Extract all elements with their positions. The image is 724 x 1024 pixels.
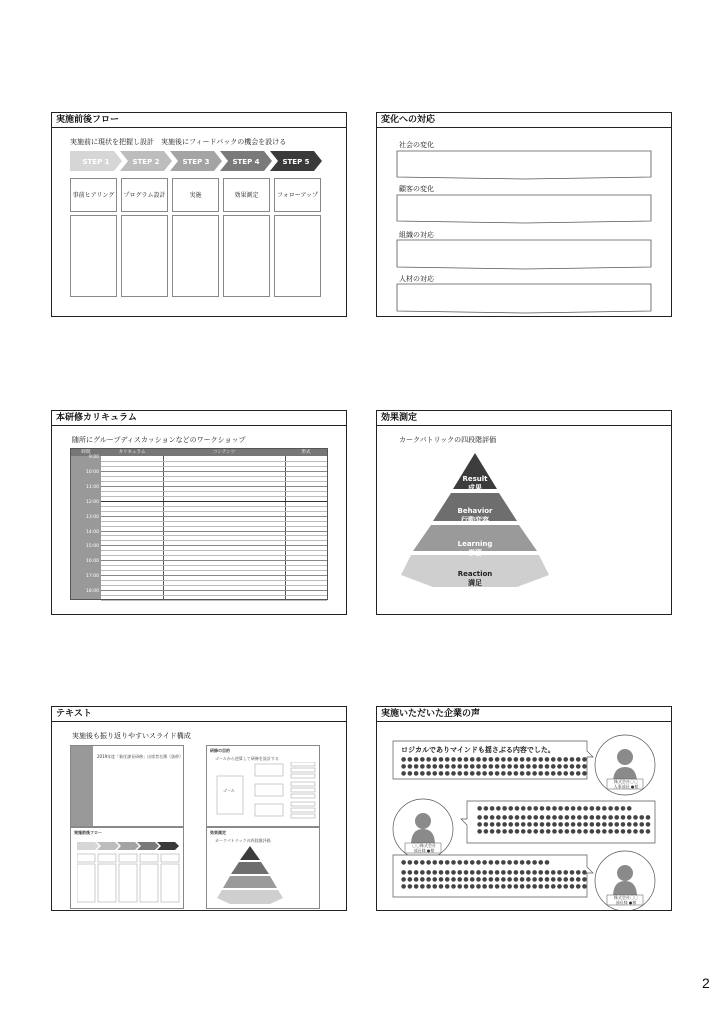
flow-phase-label: 実施 bbox=[172, 178, 219, 212]
time-label: 16:00 bbox=[86, 559, 99, 565]
time-label: 10:00 bbox=[86, 469, 99, 475]
step-label: STEP 4 bbox=[232, 158, 260, 166]
slide-title: 変化への対応 bbox=[377, 113, 671, 128]
flow-phase-cell bbox=[121, 215, 168, 297]
time-label: 11:00 bbox=[86, 484, 99, 490]
pyramid-label: Reaction bbox=[457, 570, 493, 578]
slide-title: テキスト bbox=[52, 707, 346, 722]
slide-title: 実施前後フロー bbox=[52, 113, 346, 128]
thumb-effect bbox=[206, 827, 320, 909]
thumb-flow bbox=[70, 827, 184, 909]
slide-title: 本研修カリキュラム bbox=[52, 411, 346, 426]
slide-subtitle: 実施後も振り返りやすいスライド構成 bbox=[72, 732, 191, 740]
time-label: 14:00 bbox=[86, 529, 99, 535]
slide-subtitle: 随所にグループディスカッションなどのワークショップ bbox=[72, 436, 246, 444]
change-label-4: 人材の対応 bbox=[399, 275, 434, 283]
pyramid-label: 成果 bbox=[468, 484, 482, 492]
table-header: 形式 bbox=[301, 450, 311, 455]
change-label-3: 組織の対応 bbox=[399, 231, 434, 239]
time-label: 15:00 bbox=[86, 544, 99, 550]
change-boxes bbox=[395, 149, 655, 315]
step-label: STEP 2 bbox=[132, 158, 160, 166]
person-label: 〇〇株式会社 部長様 ●様 bbox=[412, 843, 436, 853]
flow-phase-cell bbox=[172, 215, 219, 297]
step-label: STEP 1 bbox=[82, 158, 110, 166]
slide-flow bbox=[51, 112, 347, 317]
curriculum-table bbox=[70, 448, 328, 600]
flow-phase-cell bbox=[223, 215, 270, 297]
slide-text bbox=[51, 706, 347, 911]
table-header: カリキュラム bbox=[118, 450, 146, 455]
change-label-2: 顧客の変化 bbox=[399, 185, 434, 193]
pyramid-label: Learning bbox=[457, 540, 493, 548]
thumb-subtitle: カークパトリックの四段階評価 bbox=[215, 838, 271, 843]
slide-change bbox=[376, 112, 672, 317]
testimonial-quote: ロジカルでありマインドも揺さぶる内容でした。 bbox=[401, 746, 555, 754]
time-label: 18:00 bbox=[86, 589, 99, 595]
thumb-title: 2019年度「新任課長研修」出席者名簿（抜粋） bbox=[97, 754, 184, 759]
flow-phase-label: 事前ヒアリング bbox=[70, 178, 117, 212]
step-label: STEP 3 bbox=[182, 158, 210, 166]
thumb-title: 実施前後フロー bbox=[74, 830, 102, 835]
slide-title: 効果測定 bbox=[377, 411, 671, 426]
pyramid-label: Behavior bbox=[457, 507, 493, 515]
thumb-roster bbox=[70, 745, 184, 827]
thumb-subtitle: ゴールから逆算して研修を設計する bbox=[215, 756, 279, 761]
table-header: 時間 bbox=[81, 450, 91, 455]
step-label: STEP 5 bbox=[282, 158, 310, 166]
time-label: 9:00 bbox=[88, 455, 99, 460]
slide-title: 実施いただいた企業の声 bbox=[377, 707, 671, 722]
thumb-title: 効果測定 bbox=[210, 830, 226, 835]
time-label: 17:00 bbox=[86, 574, 99, 580]
pyramid-label: Result bbox=[462, 475, 488, 483]
slide-curriculum bbox=[51, 410, 347, 615]
time-label: 13:00 bbox=[86, 514, 99, 520]
slide-voice: 実施いただいた企業の声 ロジカルでありマインドも揺さぶる内容でした。 ●●●●●●●●●●●●●●●●●●●●●●●●●●●●●● ●●●●●●●●●●●●●●●●●●●●●●●●●●●●●● ●●●●●●●●●●●●●●●●●●●●●●●●●●●●●● ●●●●●●●●●●●●●●●●●●●●●●●●● ●●●●●●●●●●●●●●●●●●●●●●●●●●●● ●●●●●●●●●●●●●●●●●●●●●●●●●●●● ●●●●●●●●●●●●●●●●●●●●●●●●●●●● ●●●●●●●●●●●●●●●●●●●●●●●● ●●●●●●●●●●●●●●●●●●●●●●●●●●●●●● ●●●●●●●●●●●●●●●●●●●●●●●●●●●●●● ●●●●●●●●●●●●●●●●●●●●●●●●●●●●●● 株式会社〇〇 人事部長 ●様 〇〇株式会社 部長様 ●様 株式会社〇〇 部長様 ●様 bbox=[376, 706, 672, 911]
flow-phase-label: 効果測定 bbox=[223, 178, 270, 212]
change-label-1: 社会の変化 bbox=[399, 141, 434, 149]
thumb-purpose bbox=[206, 745, 320, 827]
step-arrows bbox=[70, 151, 326, 173]
pyramid bbox=[397, 451, 553, 601]
person-label: 株式会社〇〇 人事部長 ●様 bbox=[613, 779, 639, 789]
slide-effect bbox=[376, 410, 672, 615]
person-label: 株式会社〇〇 部長様 ●様 bbox=[614, 895, 638, 905]
page-number: 2 bbox=[702, 975, 710, 991]
pyramid-label: 満足 bbox=[468, 579, 482, 587]
flow-phase-label: プログラム設計 bbox=[121, 178, 168, 212]
thumb-title: 研修の目的 bbox=[210, 748, 230, 753]
flow-phase-cell bbox=[70, 215, 117, 297]
table-header: コンテンツ bbox=[212, 450, 236, 455]
pyramid-label: 行動変容 bbox=[461, 516, 489, 524]
slide-subtitle: カークパトリックの四段階評価 bbox=[399, 436, 497, 444]
flow-phase-cell bbox=[274, 215, 321, 297]
thumb-goal: ゴール bbox=[223, 788, 235, 793]
flow-phase-label: フォローアップ bbox=[274, 178, 321, 212]
slide-subtitle: 実施前に現状を把握し設計 実施後にフィードバックの機会を設ける bbox=[70, 138, 287, 146]
pyramid-label: 学習 bbox=[468, 549, 482, 557]
time-label: 12:00 bbox=[86, 499, 99, 505]
